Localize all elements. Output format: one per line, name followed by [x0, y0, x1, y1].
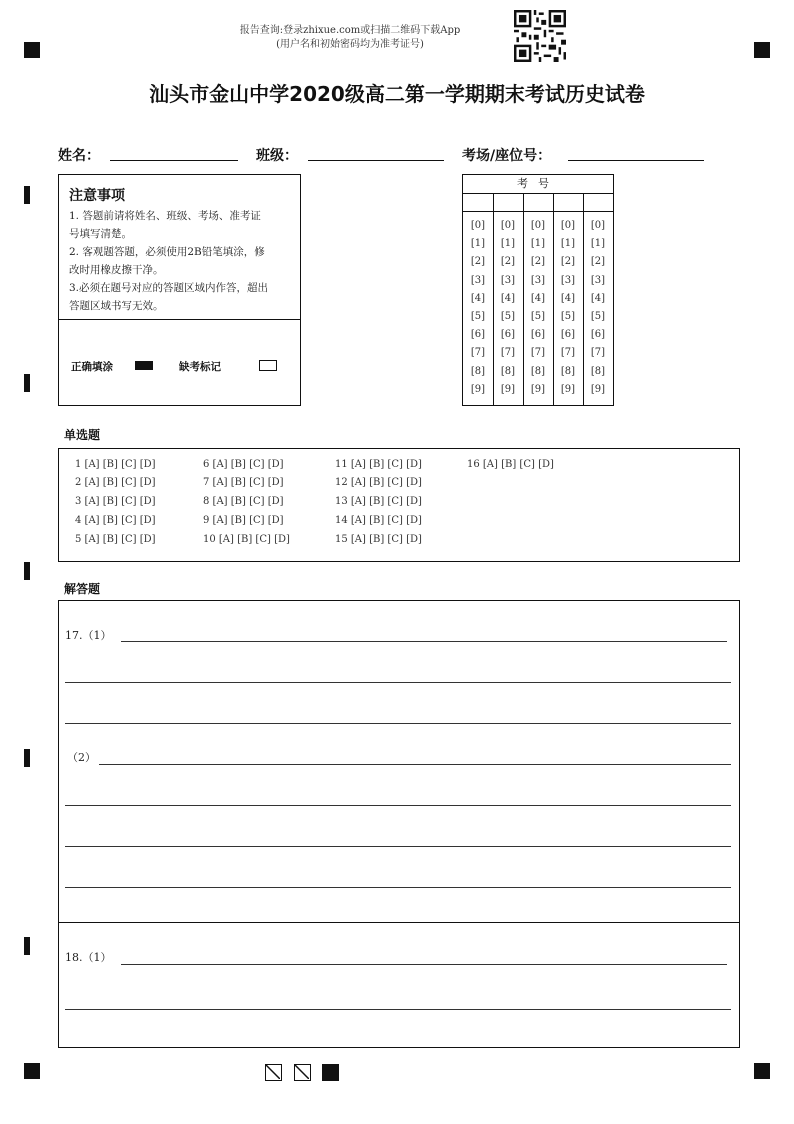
exam-digit-bubble[interactable]: [0] — [590, 220, 606, 231]
filled-box-icon — [135, 361, 153, 370]
fill-sample-row — [71, 355, 153, 374]
answer-line[interactable] — [121, 964, 727, 965]
choice-question-3[interactable]: 3 [A] [B] [C] [D] — [75, 496, 156, 507]
report-query-note: 报告查询:登录zhixue.com或扫描二维码下载App — [239, 25, 461, 36]
notice-title: 注意事项 — [69, 188, 125, 204]
exam-digit-bubble[interactable]: [0] — [560, 220, 576, 231]
absent-checkbox[interactable] — [259, 360, 277, 371]
choice-question-12[interactable]: 12 [A] [B] [C] [D] — [335, 477, 422, 488]
answer-box-18 — [58, 922, 740, 1048]
choice-question-7[interactable]: 7 [A] [B] [C] [D] — [203, 477, 284, 488]
answer-line[interactable] — [65, 805, 731, 806]
exam-digit-bubble[interactable]: [7] — [560, 347, 576, 359]
exam-digit-bubble[interactable]: [5] — [590, 311, 606, 322]
name-label: 姓名： — [58, 148, 100, 164]
choice-question-10[interactable]: 10 [A] [B] [C] [D] — [203, 534, 290, 545]
exam-digit-bubble[interactable]: [8] — [530, 365, 546, 377]
exam-digit-bubble[interactable]: [5] — [530, 311, 546, 322]
exam-digit-bubble[interactable]: [5] — [470, 311, 486, 322]
exam-digit-bubble[interactable]: [7] — [500, 347, 516, 359]
exam-digit-bubble[interactable]: [1] — [590, 238, 606, 250]
exam-number-header: 考号 — [463, 175, 613, 194]
exam-number-column — [493, 193, 523, 405]
answer-line[interactable] — [65, 887, 731, 888]
question-18-1-label: 18.（1） — [65, 951, 112, 964]
exam-digit-bubble[interactable]: [1] — [560, 238, 576, 250]
answer-section-label: 解答题 — [64, 582, 101, 596]
class-label: 班级： — [256, 148, 298, 164]
exam-digit-bubble[interactable]: [9] — [530, 383, 546, 395]
exam-digit-bubble[interactable]: [6] — [500, 329, 516, 341]
exam-digit-bubble[interactable]: [5] — [500, 311, 516, 322]
exam-digit-bubble[interactable]: [7] — [530, 347, 546, 359]
exam-digit-bubble[interactable]: [2] — [530, 256, 546, 268]
credentials-note: (用户名和初始密码均为准考证号) — [276, 39, 424, 50]
choice-question-16[interactable]: 16 [A] [B] [C] [D] — [467, 459, 554, 470]
notice-line: 改时用橡皮擦干净。 — [69, 264, 164, 276]
exam-number-column — [583, 193, 613, 405]
exam-digit-bubble[interactable]: [3] — [590, 274, 606, 286]
exam-digit-bubble[interactable]: [5] — [560, 311, 576, 322]
exam-digit-bubble[interactable]: [4] — [470, 292, 486, 304]
exam-digit-bubble[interactable]: [2] — [500, 256, 516, 268]
qr-code-icon — [514, 10, 566, 62]
notice-divider — [59, 319, 300, 320]
exam-digit-bubble[interactable]: [0] — [500, 220, 516, 231]
notice-box — [58, 174, 301, 406]
notice-line: 号填写清楚。 — [69, 228, 132, 240]
choice-question-4[interactable]: 4 [A] [B] [C] [D] — [75, 515, 156, 526]
choice-question-6[interactable]: 6 [A] [B] [C] [D] — [203, 459, 284, 470]
answer-line[interactable] — [65, 1009, 731, 1010]
exam-digit-bubble[interactable]: [7] — [470, 347, 486, 359]
single-choice-label: 单选题 — [64, 428, 101, 442]
single-choice-box — [58, 448, 740, 562]
exam-digit-bubble[interactable]: [9] — [470, 383, 486, 395]
corner-mark-bottom-left — [24, 1063, 40, 1079]
choice-question-13[interactable]: 13 [A] [B] [C] [D] — [335, 496, 422, 507]
timing-mark — [24, 562, 30, 580]
exam-digit-bubble[interactable]: [4] — [530, 292, 546, 304]
exam-digit-bubble[interactable]: [7] — [590, 347, 606, 359]
exam-number-column — [463, 193, 493, 405]
choice-question-2[interactable]: 2 [A] [B] [C] [D] — [75, 477, 156, 488]
notice-lines — [69, 207, 297, 315]
class-field[interactable] — [308, 160, 444, 161]
exam-digit-bubble[interactable]: [3] — [530, 274, 546, 286]
timing-mark — [24, 374, 30, 392]
exam-digit-bubble[interactable]: [4] — [560, 292, 576, 304]
notice-line: 答题区域书写无效。 — [69, 300, 164, 312]
exam-digit-bubble[interactable]: [4] — [500, 292, 516, 304]
page-mark-hatched — [294, 1064, 311, 1081]
exam-number-column — [523, 193, 553, 405]
page-mark-hatched — [265, 1064, 282, 1081]
exam-digit-bubble[interactable]: [0] — [530, 220, 546, 231]
room-seat-label: 考场/座位号： — [462, 148, 552, 164]
corner-mark-top-left — [24, 42, 40, 58]
choice-question-15[interactable]: 15 [A] [B] [C] [D] — [335, 534, 422, 545]
exam-number-grid — [462, 174, 614, 406]
question-17-1-label: 17.（1） — [65, 629, 112, 642]
exam-digit-bubble[interactable]: [8] — [590, 365, 606, 377]
exam-digit-bubble[interactable]: [6] — [530, 329, 546, 341]
exam-digit-bubble[interactable]: [8] — [560, 365, 576, 377]
timing-mark — [24, 749, 30, 767]
choice-question-11[interactable]: 11 [A] [B] [C] [D] — [335, 459, 422, 470]
choice-question-9[interactable]: 9 [A] [B] [C] [D] — [203, 515, 284, 526]
choice-question-8[interactable]: 8 [A] [B] [C] [D] — [203, 496, 284, 507]
choice-question-5[interactable]: 5 [A] [B] [C] [D] — [75, 534, 156, 545]
answer-line[interactable] — [65, 723, 731, 724]
exam-digit-bubble[interactable]: [2] — [560, 256, 576, 268]
answer-line[interactable] — [121, 641, 727, 642]
exam-digit-bubble[interactable]: [4] — [590, 292, 606, 304]
absent-mark-row — [179, 355, 277, 374]
exam-digit-bubble[interactable]: [6] — [560, 329, 576, 341]
notice-line: 2. 客观题答题，必须使用2B铅笔填涂，修 — [69, 246, 265, 258]
exam-digit-bubble[interactable]: [2] — [470, 256, 486, 268]
notice-line: 1. 答题前请将姓名、班级、考场、准考证 — [69, 210, 261, 222]
page-mark-filled — [322, 1064, 339, 1081]
room-seat-field[interactable] — [568, 160, 704, 161]
timing-mark — [24, 937, 30, 955]
timing-mark — [24, 186, 30, 204]
exam-digit-bubble[interactable]: [3] — [560, 274, 576, 286]
notice-line: 3.必须在题号对应的答题区域内作答，超出 — [69, 282, 269, 294]
corner-mark-top-right — [754, 42, 770, 58]
absent-label: 缺考标记 — [179, 361, 221, 373]
fill-correct-label: 正确填涂 — [71, 361, 113, 373]
exam-digit-bubble[interactable]: [1] — [530, 238, 546, 250]
page-title: 汕头市金山中学2020级高二第一学期期末考试历史试卷 — [149, 82, 645, 106]
exam-digit-bubble[interactable]: [6] — [470, 329, 486, 341]
exam-digit-bubble[interactable]: [1] — [500, 238, 516, 250]
answer-box-17 — [58, 600, 740, 923]
exam-number-column — [553, 193, 583, 405]
exam-digit-bubble[interactable]: [9] — [590, 383, 606, 395]
answer-line[interactable] — [99, 764, 731, 765]
exam-digit-bubble[interactable]: [9] — [560, 383, 576, 395]
answer-line[interactable] — [65, 846, 731, 847]
choice-question-1[interactable]: 1 [A] [B] [C] [D] — [75, 459, 156, 470]
exam-digit-bubble[interactable]: [8] — [470, 365, 486, 377]
choice-question-14[interactable]: 14 [A] [B] [C] [D] — [335, 515, 422, 526]
corner-mark-bottom-right — [754, 1063, 770, 1079]
name-field[interactable] — [110, 160, 238, 161]
exam-digit-bubble[interactable]: [2] — [590, 256, 606, 268]
exam-digit-bubble[interactable]: [3] — [500, 274, 516, 286]
exam-digit-bubble[interactable]: [1] — [470, 238, 486, 250]
exam-digit-bubble[interactable]: [8] — [500, 365, 516, 377]
exam-digit-bubble[interactable]: [9] — [500, 383, 516, 395]
exam-digit-bubble[interactable]: [3] — [470, 274, 486, 286]
exam-digit-bubble[interactable]: [0] — [470, 220, 486, 231]
question-17-2-label: （2） — [67, 751, 96, 764]
answer-line[interactable] — [65, 682, 731, 683]
exam-digit-bubble[interactable]: [6] — [590, 329, 606, 341]
